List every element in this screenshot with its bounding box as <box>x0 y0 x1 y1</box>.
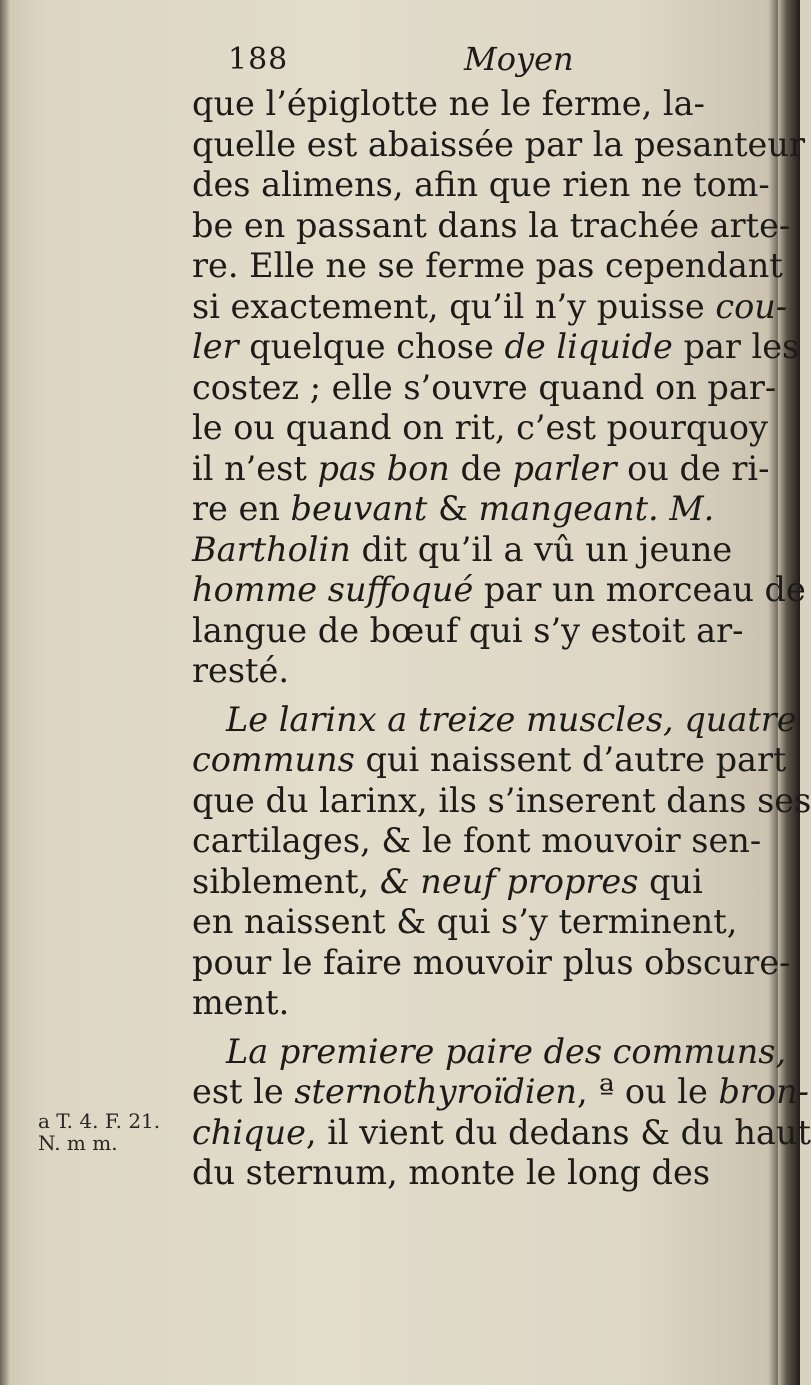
text-segment: que du larinx, ils s’inserent dans ses <box>192 780 811 820</box>
italic-text: communs <box>192 740 355 779</box>
text-segment: re. Elle ne se ferme pas cependant <box>192 246 783 285</box>
text-line <box>192 489 767 530</box>
italic-text: parler <box>512 448 617 488</box>
text-segment: il n’est <box>192 448 318 488</box>
text-segment: par les <box>672 327 800 366</box>
text-line <box>192 205 791 247</box>
italic-text: Bartholin <box>192 529 351 569</box>
page-number: 188 <box>228 42 289 77</box>
text-segment: qui <box>638 861 703 901</box>
text-line <box>192 983 767 1024</box>
running-head: Moyen <box>464 40 574 78</box>
text-segment: costez ; elle s’ouvre quand on par- <box>192 367 777 407</box>
italic-text: sternothyroïdien <box>294 1072 577 1111</box>
text-line <box>192 699 797 741</box>
italic-text: Le larinx a treize muscles, quatre <box>226 699 797 739</box>
italic-text: La premiere paire des communs, <box>226 1031 787 1071</box>
text-segment: du sternum, monte le long des <box>192 1153 711 1192</box>
page-header <box>220 38 760 88</box>
text-segment: que l’épiglotte ne le ferme, la- <box>192 84 705 123</box>
text-segment: est le <box>192 1072 295 1111</box>
text-line <box>192 124 805 166</box>
text-segment: ment. <box>192 983 290 1022</box>
italic-text: cou- <box>715 286 788 326</box>
text-line <box>192 84 767 125</box>
text-line <box>192 1031 787 1073</box>
italic-text: ler <box>192 327 239 366</box>
text-segment: dit qu’il a vû un jeune <box>350 529 733 569</box>
text-line <box>192 1072 809 1113</box>
text-segment: par un morceau de <box>473 570 806 609</box>
italic-text: mangeant. M. <box>478 489 715 528</box>
text-line <box>192 651 767 692</box>
text-line <box>192 286 788 328</box>
text-segment: quelle est abaissée par la pesanteur <box>192 124 805 164</box>
text-segment: le ou quand on rit, c’est pourquoy <box>192 408 768 447</box>
text-segment: des alimens, afin que rien ne tom- <box>192 165 770 204</box>
text-segment: , il vient du dedans & du haut <box>305 1112 811 1152</box>
text-line <box>192 740 787 781</box>
italic-text: homme suffoqué <box>192 570 474 609</box>
text-segment: langue de bœuf qui s’y estoit ar- <box>192 610 744 650</box>
text-line <box>192 570 806 611</box>
body-text <box>192 84 811 1194</box>
text-segment: ou de ri- <box>616 448 770 488</box>
margin-note-line: N. m m. <box>38 1131 118 1155</box>
italic-text: de liquide <box>504 327 673 366</box>
text-line <box>192 862 767 903</box>
text-line <box>192 1153 767 1194</box>
text-segment: cartilages, & le font mouvoir sen- <box>192 821 762 860</box>
text-segment: en naissent & qui s’y terminent, <box>192 902 738 941</box>
text-segment: qui naissent d’autre part <box>354 740 787 779</box>
text-segment: resté. <box>192 651 289 690</box>
italic-text: pas bon <box>317 448 450 488</box>
italic-text: & neuf propres <box>379 861 639 901</box>
text-line <box>192 165 770 206</box>
italic-text: bron- <box>718 1072 809 1111</box>
italic-text: beuvant <box>290 489 428 528</box>
text-line <box>192 448 770 490</box>
text-line <box>192 246 783 287</box>
text-line <box>192 611 767 652</box>
text-segment: si exactement, qu’il n’y puisse <box>192 286 716 326</box>
text-line <box>192 821 767 862</box>
paragraph-gap <box>192 692 767 700</box>
paragraph-gap <box>192 1024 767 1032</box>
text-line <box>192 942 791 984</box>
text-segment: be en passant dans la trachée arte- <box>192 205 791 245</box>
margin-note-line: a T. 4. F. 21. <box>38 1109 161 1133</box>
text-segment: de <box>449 448 513 488</box>
margin-note <box>38 1110 188 1154</box>
page-left-edge <box>0 0 10 1385</box>
text-line <box>192 367 777 409</box>
text-segment: siblement, <box>192 861 380 901</box>
text-line <box>192 780 811 822</box>
text-segment: , ª ou le <box>576 1072 719 1111</box>
text-line <box>192 327 800 368</box>
text-line <box>192 530 767 571</box>
text-segment: pour le faire mouvoir plus obscure- <box>192 942 791 982</box>
text-line <box>192 1112 811 1154</box>
text-segment: quelque chose <box>238 327 505 366</box>
text-line <box>192 408 767 449</box>
text-line <box>192 902 767 943</box>
text-segment: & <box>427 489 479 528</box>
text-segment: re en <box>192 489 291 528</box>
italic-text: chique <box>192 1112 306 1152</box>
